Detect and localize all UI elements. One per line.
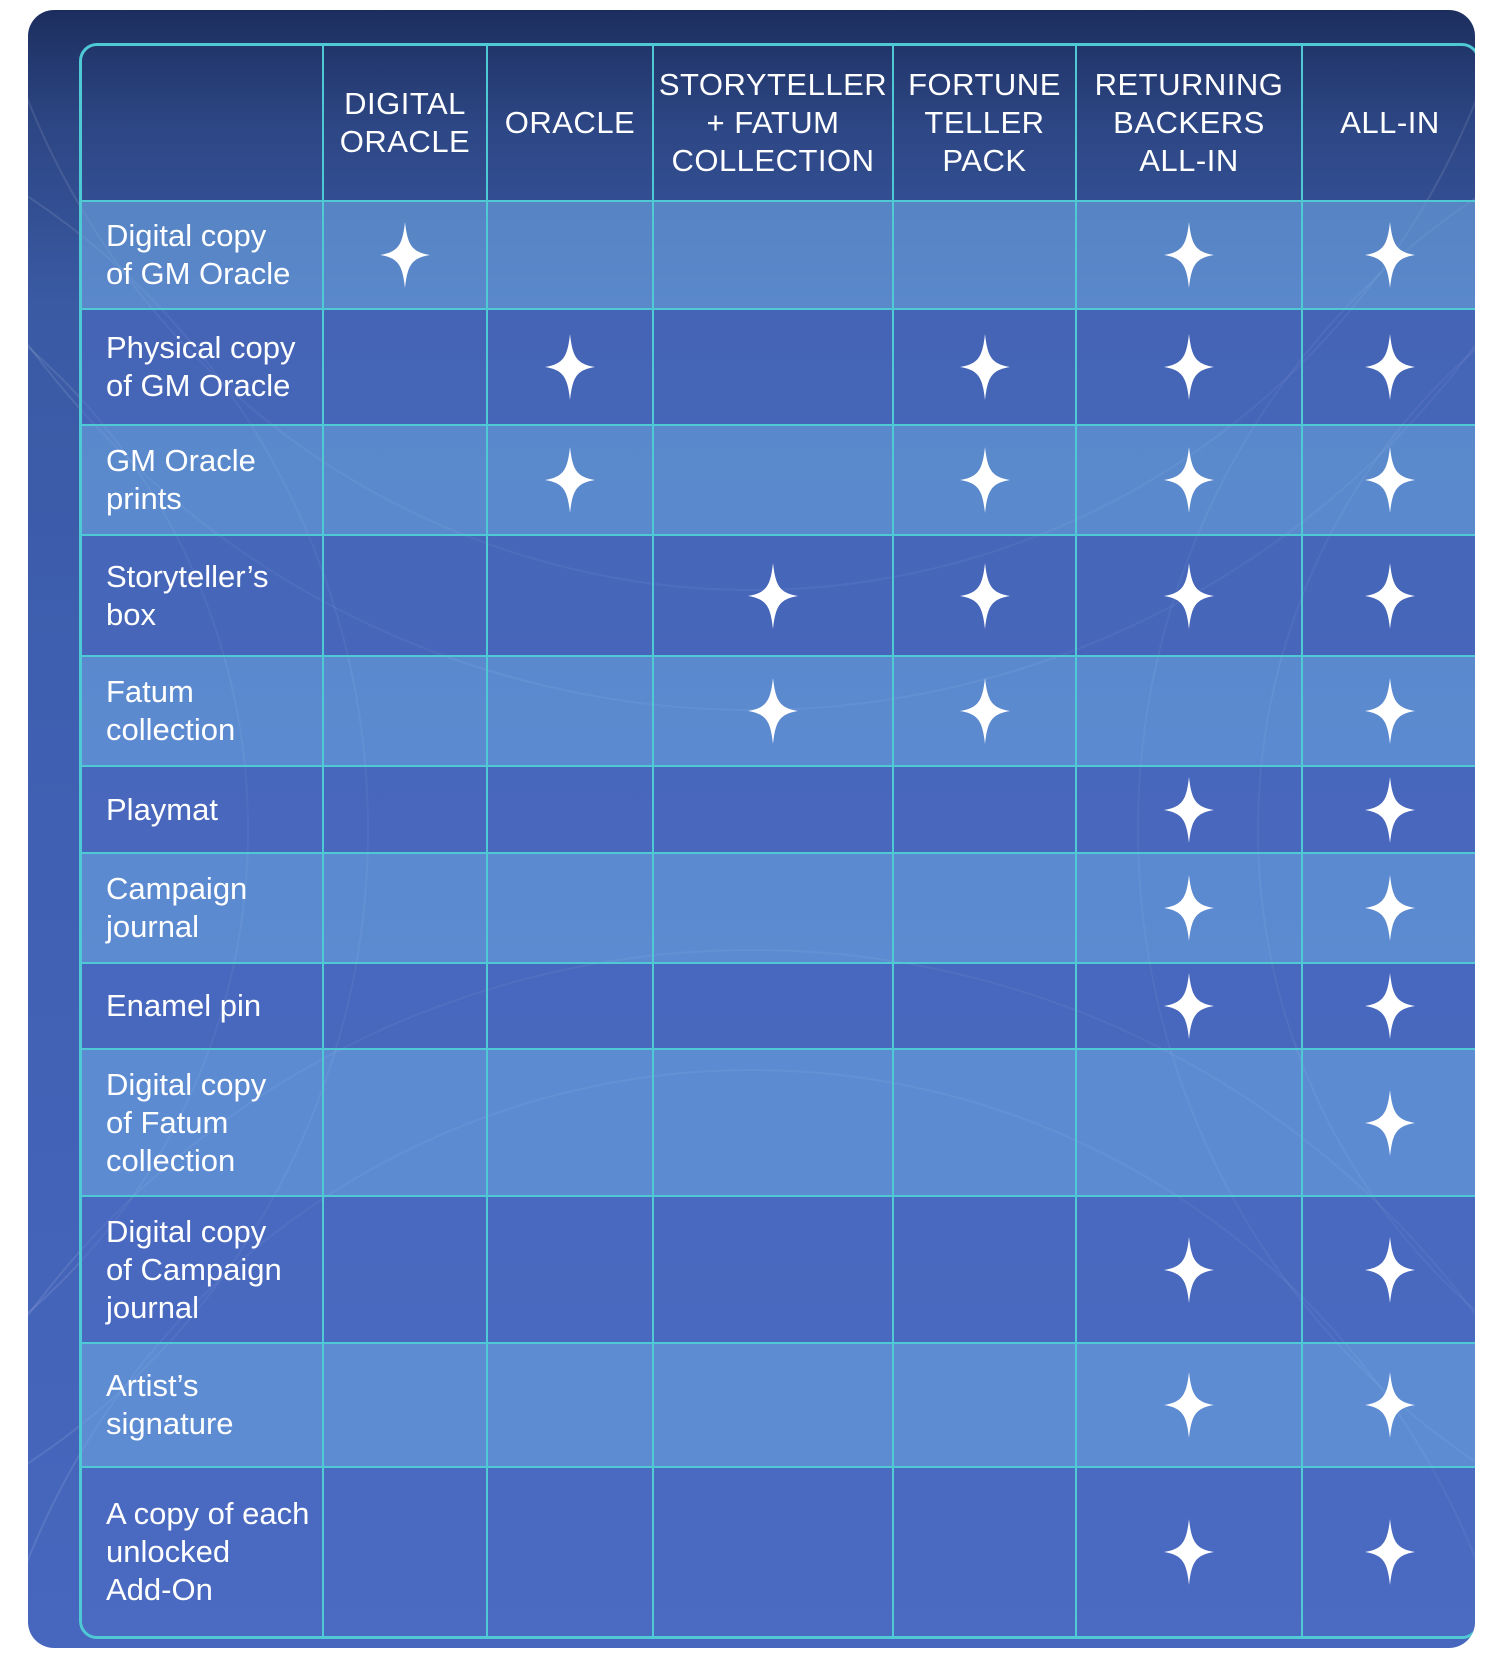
table-cell [1077, 657, 1303, 767]
four-point-star-icon [1365, 875, 1415, 941]
four-point-star-icon [1164, 973, 1214, 1039]
table-cell [324, 964, 488, 1050]
four-point-star-icon [1365, 973, 1415, 1039]
table-cell [324, 426, 488, 536]
table-cell [654, 657, 894, 767]
table-cell [488, 854, 654, 964]
four-point-star-icon [1365, 334, 1415, 400]
row-label: A copy of each unlocked Add-On [82, 1468, 324, 1636]
table-cell [324, 536, 488, 657]
table-cell [488, 1468, 654, 1636]
four-point-star-icon [1365, 678, 1415, 744]
table-cell [1303, 1050, 1475, 1197]
four-point-star-icon [960, 678, 1010, 744]
four-point-star-icon [1365, 1372, 1415, 1438]
four-point-star-icon [1164, 222, 1214, 288]
table-cell [488, 310, 654, 426]
four-point-star-icon [545, 447, 595, 513]
table-cell [488, 657, 654, 767]
table-cell [1077, 1050, 1303, 1197]
table-cell [654, 202, 894, 310]
four-point-star-icon [1365, 777, 1415, 843]
table-cell [894, 767, 1077, 854]
four-point-star-icon [1365, 447, 1415, 513]
table-cell [1077, 964, 1303, 1050]
column-header: FORTUNE TELLER PACK [894, 46, 1077, 202]
table-cell [894, 1050, 1077, 1197]
table-cell [324, 1344, 488, 1468]
table-cell [894, 854, 1077, 964]
row-label: Artist’s signature [82, 1344, 324, 1468]
table-cell [894, 964, 1077, 1050]
table-cell [1303, 1468, 1475, 1636]
column-header: DIGITAL ORACLE [324, 46, 488, 202]
table-cell [488, 1344, 654, 1468]
table-cell [654, 1468, 894, 1636]
row-label: Physical copy of GM Oracle [82, 310, 324, 426]
row-label: Campaign journal [82, 854, 324, 964]
column-header: RETURNING BACKERS ALL-IN [1077, 46, 1303, 202]
table-cell [894, 1197, 1077, 1344]
four-point-star-icon [1164, 777, 1214, 843]
table-cell [1077, 1468, 1303, 1636]
row-label: Enamel pin [82, 964, 324, 1050]
header-corner-cell [82, 46, 324, 202]
column-header: ALL-IN [1303, 46, 1475, 202]
table-cell [654, 536, 894, 657]
table-cell [1077, 854, 1303, 964]
table-cell [324, 1468, 488, 1636]
table-cell [1077, 426, 1303, 536]
four-point-star-icon [1164, 334, 1214, 400]
four-point-star-icon [1365, 1519, 1415, 1585]
column-header: ORACLE [488, 46, 654, 202]
table-cell [894, 426, 1077, 536]
table-cell [488, 964, 654, 1050]
table-cell [1303, 657, 1475, 767]
comparison-table [79, 43, 1475, 1639]
row-label: Playmat [82, 767, 324, 854]
table-cell [324, 202, 488, 310]
table-cell [324, 767, 488, 854]
table-cell [1077, 1344, 1303, 1468]
row-label: Fatum collection [82, 657, 324, 767]
table-cell [894, 1344, 1077, 1468]
four-point-star-icon [545, 334, 595, 400]
four-point-star-icon [960, 334, 1010, 400]
table-cell [324, 1197, 488, 1344]
table-cell [488, 1050, 654, 1197]
table-cell [488, 1197, 654, 1344]
table-cell [488, 536, 654, 657]
table-cell [894, 536, 1077, 657]
table-cell [324, 854, 488, 964]
table-cell [894, 1468, 1077, 1636]
four-point-star-icon [1365, 1237, 1415, 1303]
four-point-star-icon [1365, 1090, 1415, 1156]
four-point-star-icon [1164, 875, 1214, 941]
table-cell [654, 1050, 894, 1197]
table-cell [1303, 1197, 1475, 1344]
row-label: Digital copy of Fatum collection [82, 1050, 324, 1197]
table-cell [654, 1344, 894, 1468]
table-cell [654, 426, 894, 536]
table-cell [1303, 202, 1475, 310]
table-cell [324, 310, 488, 426]
table-cell [1077, 1197, 1303, 1344]
row-label: Storyteller’s box [82, 536, 324, 657]
row-label: GM Oracle prints [82, 426, 324, 536]
table-cell [324, 1050, 488, 1197]
four-point-star-icon [1365, 222, 1415, 288]
comparison-card [28, 10, 1475, 1648]
four-point-star-icon [748, 678, 798, 744]
table-cell [894, 657, 1077, 767]
table-cell [1303, 854, 1475, 964]
table-cell [654, 1197, 894, 1344]
four-point-star-icon [960, 447, 1010, 513]
table-cell [894, 202, 1077, 310]
four-point-star-icon [1164, 563, 1214, 629]
four-point-star-icon [1164, 1237, 1214, 1303]
table-cell [1303, 767, 1475, 854]
table-cell [1303, 426, 1475, 536]
four-point-star-icon [1365, 563, 1415, 629]
table-cell [894, 310, 1077, 426]
table-cell [654, 767, 894, 854]
row-label: Digital copy of GM Oracle [82, 202, 324, 310]
table-cell [1077, 767, 1303, 854]
table-cell [1303, 536, 1475, 657]
table-cell [654, 310, 894, 426]
row-label: Digital copy of Campaign journal [82, 1197, 324, 1344]
four-point-star-icon [960, 563, 1010, 629]
four-point-star-icon [1164, 1372, 1214, 1438]
four-point-star-icon [748, 563, 798, 629]
table-cell [488, 202, 654, 310]
table-cell [324, 657, 488, 767]
table-cell [654, 854, 894, 964]
table-cell [654, 964, 894, 1050]
table-cell [1303, 310, 1475, 426]
column-header: STORYTELLER + FATUM COLLECTION [654, 46, 894, 202]
table-cell [1077, 310, 1303, 426]
table-cell [1077, 202, 1303, 310]
table-cell [1077, 536, 1303, 657]
four-point-star-icon [380, 222, 430, 288]
table-cell [1303, 1344, 1475, 1468]
four-point-star-icon [1164, 1519, 1214, 1585]
four-point-star-icon [1164, 447, 1214, 513]
table-cell [488, 426, 654, 536]
table-cell [1303, 964, 1475, 1050]
table-cell [488, 767, 654, 854]
